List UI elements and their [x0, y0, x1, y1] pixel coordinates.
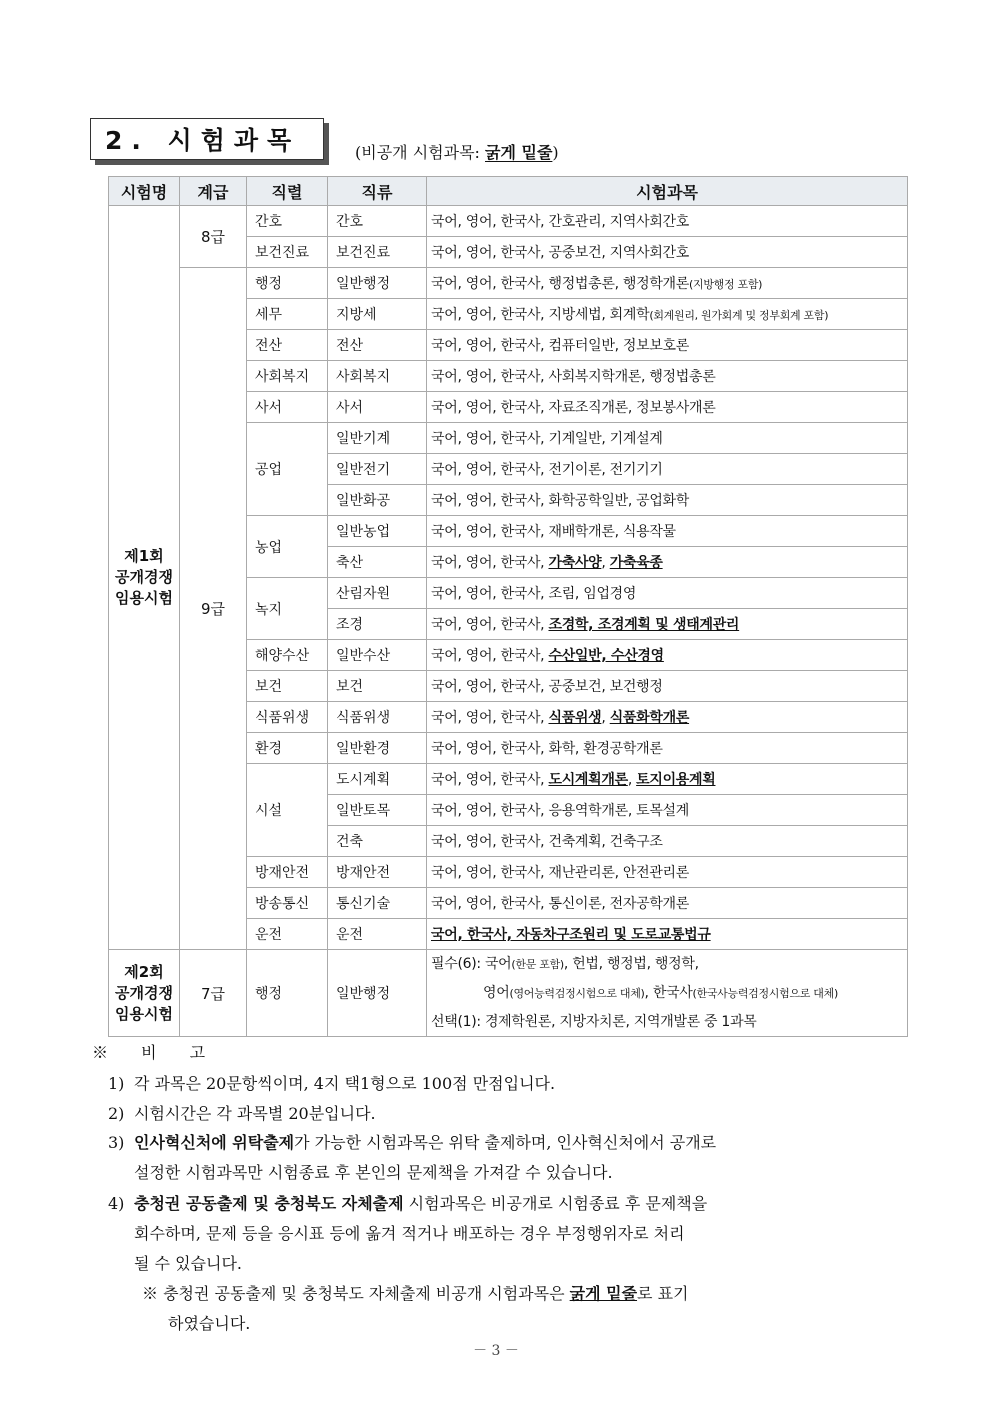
table-cell: 국어, 영어, 한국사, 화학, 환경공학개론 — [427, 733, 908, 764]
table-cell: 국어, 영어, 한국사, 사회복지학개론, 행정법총론 — [427, 361, 908, 392]
table-cell: 세무 — [247, 299, 328, 330]
table-cell: 국어, 영어, 한국사, 자료조직개론, 정보봉사개론 — [427, 392, 908, 423]
exam-name-2: 제2회 공개경쟁 임용시험 — [109, 950, 180, 1037]
table-cell: 국어, 영어, 한국사, 조림, 임업경영 — [427, 578, 908, 609]
table-cell: 운전 — [247, 919, 328, 950]
table-cell: 일반화공 — [328, 485, 427, 516]
table-cell: 건축 — [328, 826, 427, 857]
grade-7: 7급 — [180, 950, 247, 1037]
table-cell: 간호 — [247, 206, 328, 237]
table-cell: 통신기술 — [328, 888, 427, 919]
table-cell: 국어, 한국사, 자동차구조원리 및 도로교통법규 — [427, 919, 908, 950]
table-cell: 일반농업 — [328, 516, 427, 547]
table-cell: 국어, 영어, 한국사, 건축계획, 건축구조 — [427, 826, 908, 857]
note-1: 1) 각 과목은 20문항씩이며, 4지 택1형으로 100점 만점입니다. — [108, 1074, 556, 1093]
col-header: 시험과목 — [427, 177, 908, 206]
table-cell: 국어, 영어, 한국사, 공중보건, 지역사회간호 — [427, 237, 908, 268]
table-cell: 보건 — [247, 671, 328, 702]
table-cell: 일반토목 — [328, 795, 427, 826]
table-cell: 축산 — [328, 547, 427, 578]
table-cell: 국어, 영어, 한국사, 통신이론, 전자공학개론 — [427, 888, 908, 919]
page-number: － 3 － — [473, 1343, 519, 1359]
table-cell: 운전 — [328, 919, 427, 950]
table-cell: 사회복지 — [247, 361, 328, 392]
table-cell: 국어, 영어, 한국사, 수산일반, 수산경영 — [427, 640, 908, 671]
table-cell: 국어, 영어, 한국사, 간호관리, 지역사회간호 — [427, 206, 908, 237]
table-cell: 보건 — [328, 671, 427, 702]
table-cell: 시설 — [247, 764, 328, 857]
table-cell: 국어, 영어, 한국사, 전기이론, 전기기기 — [427, 454, 908, 485]
note-4-line3: 될 수 있습니다. — [134, 1254, 242, 1273]
col-header: 시험명 — [109, 177, 180, 206]
note-3-line2: 설정한 시험과목만 시험종료 후 본인의 문제책을 가져갈 수 있습니다. — [134, 1163, 613, 1182]
table-row — [109, 268, 908, 299]
section-note: (비공개 시험과목: 굵게 밑줄) — [355, 143, 559, 162]
table-cell: 도시계획 — [328, 764, 427, 795]
table-cell: 방송통신 — [247, 888, 328, 919]
grade-8: 8급 — [180, 206, 247, 268]
table-cell: 전산 — [328, 330, 427, 361]
table-cell: 공업 — [247, 423, 328, 516]
table-cell: 간호 — [328, 206, 427, 237]
table-cell: 국어, 영어, 한국사, 공중보건, 보건행정 — [427, 671, 908, 702]
grade-9: 9급 — [180, 268, 247, 950]
table-cell: 보건진료 — [328, 237, 427, 268]
table-cell: 사서 — [247, 392, 328, 423]
note-4-line2: 회수하며, 문제 등을 응시표 등에 옮겨 적거나 배포하는 경우 부정행위자로 처리 — [134, 1224, 685, 1243]
table-cell: 행정 — [247, 950, 328, 1037]
table-cell: 행정 — [247, 268, 328, 299]
table-cell: 국어, 영어, 한국사, 재배학개론, 식용작물 — [427, 516, 908, 547]
table-cell: 조경 — [328, 609, 427, 640]
table-cell: 방재안전 — [328, 857, 427, 888]
table-cell: 식품위생 — [247, 702, 328, 733]
table-cell: 환경 — [247, 733, 328, 764]
note-2: 2) 시험시간은 각 과목별 20분입니다. — [108, 1104, 376, 1123]
table-cell: 국어, 영어, 한국사, 식품위생, 식품화학개론 — [427, 702, 908, 733]
col-header: 계급 — [180, 177, 247, 206]
table-row — [109, 206, 908, 237]
table-cell: 사회복지 — [328, 361, 427, 392]
exam-name-1: 제1회 공개경쟁 임용시험 — [109, 206, 180, 950]
section-title: 2. 시험과목 — [90, 118, 324, 160]
col-header: 직류 — [328, 177, 427, 206]
table-cell: 국어, 영어, 한국사, 재난관리론, 안전관리론 — [427, 857, 908, 888]
table-cell: 해양수산 — [247, 640, 328, 671]
table-cell: 국어, 영어, 한국사, 도시계획개론, 토지이용계획 — [427, 764, 908, 795]
note-4: 4) 충청권 공동출제 및 충청북도 자체출제 시험과목은 비공개로 시험종료 후 문제책을 — [108, 1194, 708, 1213]
table-cell: 일반전기 — [328, 454, 427, 485]
table-cell: 식품위생 — [328, 702, 427, 733]
table-cell: 사서 — [328, 392, 427, 423]
table-cell: 일반수산 — [328, 640, 427, 671]
table-cell: 필수(6): 국어(한문 포함), 헌법, 행정법, 행정학, 영어(영어능력검정시험으로 대체), 한국사(한국사능력검정시험으로 대체) 선택(1): 경제학원론, 지방자치론, 지역개발론 중 1과목 — [427, 950, 908, 1037]
notes-heading: ※ 비 고 — [92, 1043, 220, 1062]
table-cell: 일반환경 — [328, 733, 427, 764]
table-cell: 국어, 영어, 한국사, 가축사양, 가축육종 — [427, 547, 908, 578]
table-cell: 지방세 — [328, 299, 427, 330]
table-cell: 국어, 영어, 한국사, 조경학, 조경계획 및 생태계관리 — [427, 609, 908, 640]
table-cell: 국어, 영어, 한국사, 응용역학개론, 토목설계 — [427, 795, 908, 826]
exam-subjects-table — [108, 176, 908, 1037]
col-header: 직렬 — [247, 177, 328, 206]
table-cell: 국어, 영어, 한국사, 지방세법, 회계학(회계원리, 원가회계 및 정부회계 포함) — [427, 299, 908, 330]
table-cell: 보건진료 — [247, 237, 328, 268]
table-cell: 국어, 영어, 한국사, 행정법총론, 행정학개론(지방행정 포함) — [427, 268, 908, 299]
table-row — [109, 950, 908, 1037]
table-cell: 국어, 영어, 한국사, 컴퓨터일반, 정보보호론 — [427, 330, 908, 361]
note-3: 3) 인사혁신처에 위탁출제가 가능한 시험과목은 위탁 출제하며, 인사혁신처에서 공개로 — [108, 1133, 717, 1152]
note-bold: 굵게 밑줄 — [485, 143, 553, 162]
note-sub-line2: 하였습니다. — [168, 1314, 251, 1333]
table-cell: 산림자원 — [328, 578, 427, 609]
table-cell: 방재안전 — [247, 857, 328, 888]
table-cell: 국어, 영어, 한국사, 화학공학일반, 공업화학 — [427, 485, 908, 516]
table-cell: 농업 — [247, 516, 328, 578]
table-cell: 일반행정 — [328, 268, 427, 299]
note-sub: ※ 충청권 공동출제 및 충청북도 자체출제 비공개 시험과목은 굵게 밑줄로 표기 — [142, 1284, 689, 1303]
table-cell: 전산 — [247, 330, 328, 361]
table-cell: 일반행정 — [328, 950, 427, 1037]
table-cell: 일반기계 — [328, 423, 427, 454]
table-cell: 녹지 — [247, 578, 328, 640]
table-header-row — [109, 177, 908, 206]
table-cell: 국어, 영어, 한국사, 기계일반, 기계설계 — [427, 423, 908, 454]
